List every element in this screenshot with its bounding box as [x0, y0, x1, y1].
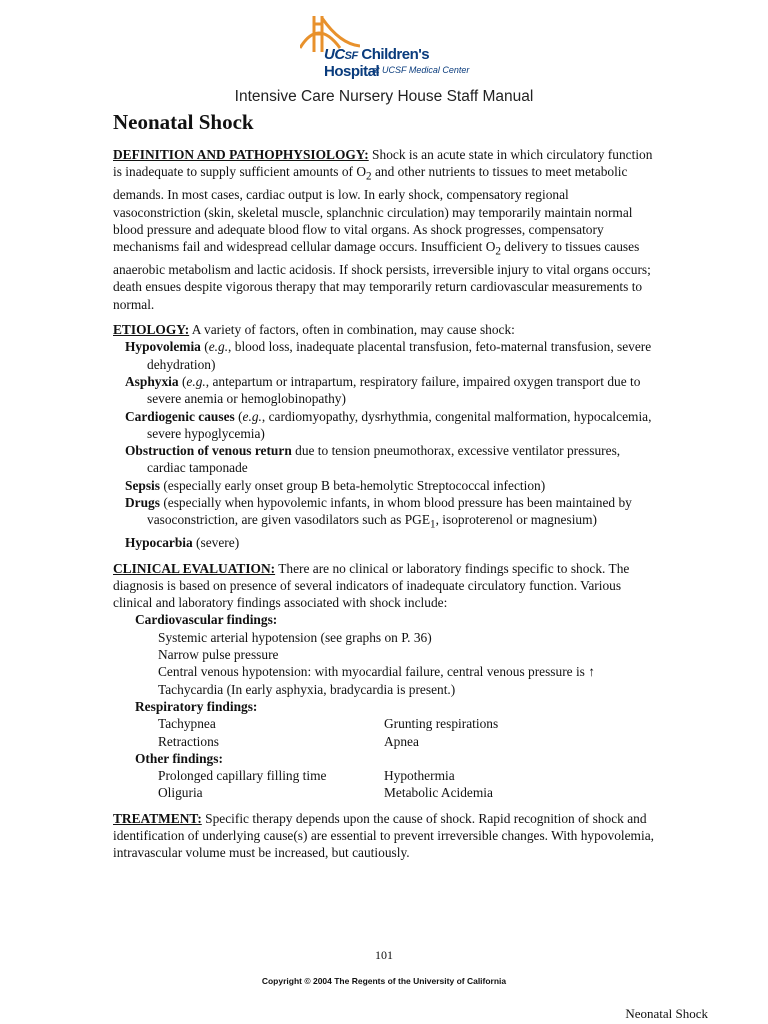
- document-body: [113, 146, 658, 870]
- other-findings: [158, 767, 658, 802]
- ucsf-logo: [300, 14, 480, 78]
- other-finding: Metabolic Acidemia: [384, 785, 493, 801]
- treatment-section: TREATMENT: Specific therapy depends upon the cause of shock. Rapid recognition of shock and identification of underlying cause(s) are essential to prevent irreversible changes. With hypovolemia, intravascular volume must be increased, but cautiously.: [113, 810, 654, 861]
- resp-finding: Grunting respirations: [384, 716, 499, 732]
- etiology-section: ETIOLOGY: A variety of factors, often in combination, may cause shock: Hypovolemia (e.g., blood loss, inadequate placental transfusion, feto-maternal transfusion, severe dehydration) Asphyxia (e.g., antepartum or intrapartum, respiratory failure, impaired oxygen transport due to severe anemia or hemoglobinopathy) Cardiogenic causes (e.g., cardiomyopathy, dysrhythmia, congenital malformation, hypocalcemia, severe hypoglycemia) Obstruction of venous return due to tension pneumothorax, excessive ventilator pressures, cardiac tamponade Sepsis (especially early onset group B beta-hemolytic Streptococcal infection) Drugs (especially when hypovolemic infants, in whom blood pressure has been maintained by vasoconstriction, are given vasodilators such as $PGE_1$, isoproterenol or magnesium) Hypocarbia (severe): [113, 321, 658, 552]
- page-title: Neonatal Shock: [113, 110, 254, 134]
- manual-title: Intensive Care Nursery House Staff Manual: [234, 88, 534, 105]
- etiology-heading: ETIOLOGY:: [113, 322, 190, 338]
- clinical-section: CLINICAL EVALUATION: There are no clinical or laboratory findings specific to shock. The diagnosis is based on presence of several indicators of inadequate circulatory function. Various clinical and laboratory findings associated with shock include: Cardiovascular findings: Systemic arterial hypotension (see graphs on P. 36) Narrow pulse pressure Central venous hypotension: with myocardial failure, central venous pressure is ↑ Tachycardia (In early asphyxia, bradycardia is present.) Respiratory findings: Tachypnea Grunting respirations Retractions Apnea Other findings: Prolonged capillary filling time Hypothermia Oliguria Metabolic Acidemia: [113, 560, 658, 802]
- clinical-heading: CLINICAL EVALUATION:: [113, 560, 276, 576]
- footer-title: Neonatal Shock: [625, 1006, 708, 1021]
- treatment-heading: TREATMENT:: [113, 810, 202, 826]
- other-finding: Oliguria: [158, 785, 203, 801]
- resp-finding: Apnea: [384, 733, 419, 749]
- etiology-item-drugs: Drugs (especially when hypovolemic infants, in whom blood pressure has been maintained by vasoconstriction, are given vasodilators such as $PGE_1$, isoproterenol or magnesium): [125, 494, 632, 531]
- other-heading: Other findings:: [135, 750, 223, 766]
- other-finding: Hypothermia: [384, 768, 455, 784]
- resp-heading: Respiratory findings:: [135, 698, 258, 714]
- resp-finding: Retractions: [158, 733, 219, 749]
- page-number: 101: [375, 948, 393, 962]
- etiology-item-hypocarbia: Hypocarbia (severe): [125, 535, 240, 551]
- cardio-finding: Central venous hypotension: with myocardial failure, central venous pressure is ↑: [158, 664, 595, 680]
- cardio-finding: Systemic arterial hypotension (see graphs on P. 36): [158, 629, 432, 645]
- etiology-item-sepsis: Sepsis (especially early onset group B beta-hemolytic Streptococcal infection): [125, 477, 546, 493]
- etiology-item-cardiogenic: Cardiogenic causes (e.g., cardiomyopathy, dysrhythmia, congenital malformation, hypocalcemia, severe hypoglycemia): [125, 408, 652, 441]
- etiology-item-hypovolemia: Hypovolemia (e.g., blood loss, inadequate placental transfusion, feto-maternal transfusion, severe dehydration): [125, 339, 652, 372]
- logo-text: UCSF Children's Hospital: [324, 46, 430, 80]
- resp-findings: [158, 715, 658, 750]
- resp-finding: Tachypnea: [158, 716, 216, 732]
- etiology-item-obstruction: Obstruction of venous return due to tension pneumothorax, excessive ventilator pressures, cardiac tamponade: [125, 443, 621, 476]
- cardio-heading: Cardiovascular findings:: [135, 612, 278, 628]
- copyright: Copyright © 2004 The Regents of the University of California: [261, 976, 507, 986]
- definition-heading: DEFINITION AND PATHOPHYSIOLOGY:: [113, 147, 369, 162]
- cardio-finding: Narrow pulse pressure: [158, 647, 279, 663]
- logo-subtitle: at UCSF Medical Center: [372, 65, 470, 75]
- definition-section: DEFINITION AND PATHOPHYSIOLOGY: Shock is an acute state in which circulatory function is inadequate to supply sufficient amounts of $O_2$ and other nutrients to tissues to meet metabolic demands. In most cases, cardiac output is low. In early shock, compensatory regional vasoconstriction (skin, skeletal muscle, splanchnic circulation) may temporarily maintain normal blood pressure and adequate blood flow to vital organs. As shock progresses, compensatory mechanisms fail and widespread cellular damage occurs. Insufficient $O_2$ delivery to tissues causes anaerobic metabolism and lactic acidosis. If shock persists, irreversible injury to vital organs occurs; death ensues despite vigorous therapy that may temporarily return cardiovascular measurements to normal.: [113, 147, 653, 312]
- etiology-item-asphyxia: Asphyxia (e.g., antepartum or intrapartum, respiratory failure, impaired oxygen transport due to severe anemia or hemoglobinopathy): [125, 373, 641, 407]
- cardio-finding: Tachycardia (In early asphyxia, bradycardia is present.): [158, 681, 456, 697]
- other-finding: Prolonged capillary filling time: [158, 768, 327, 784]
